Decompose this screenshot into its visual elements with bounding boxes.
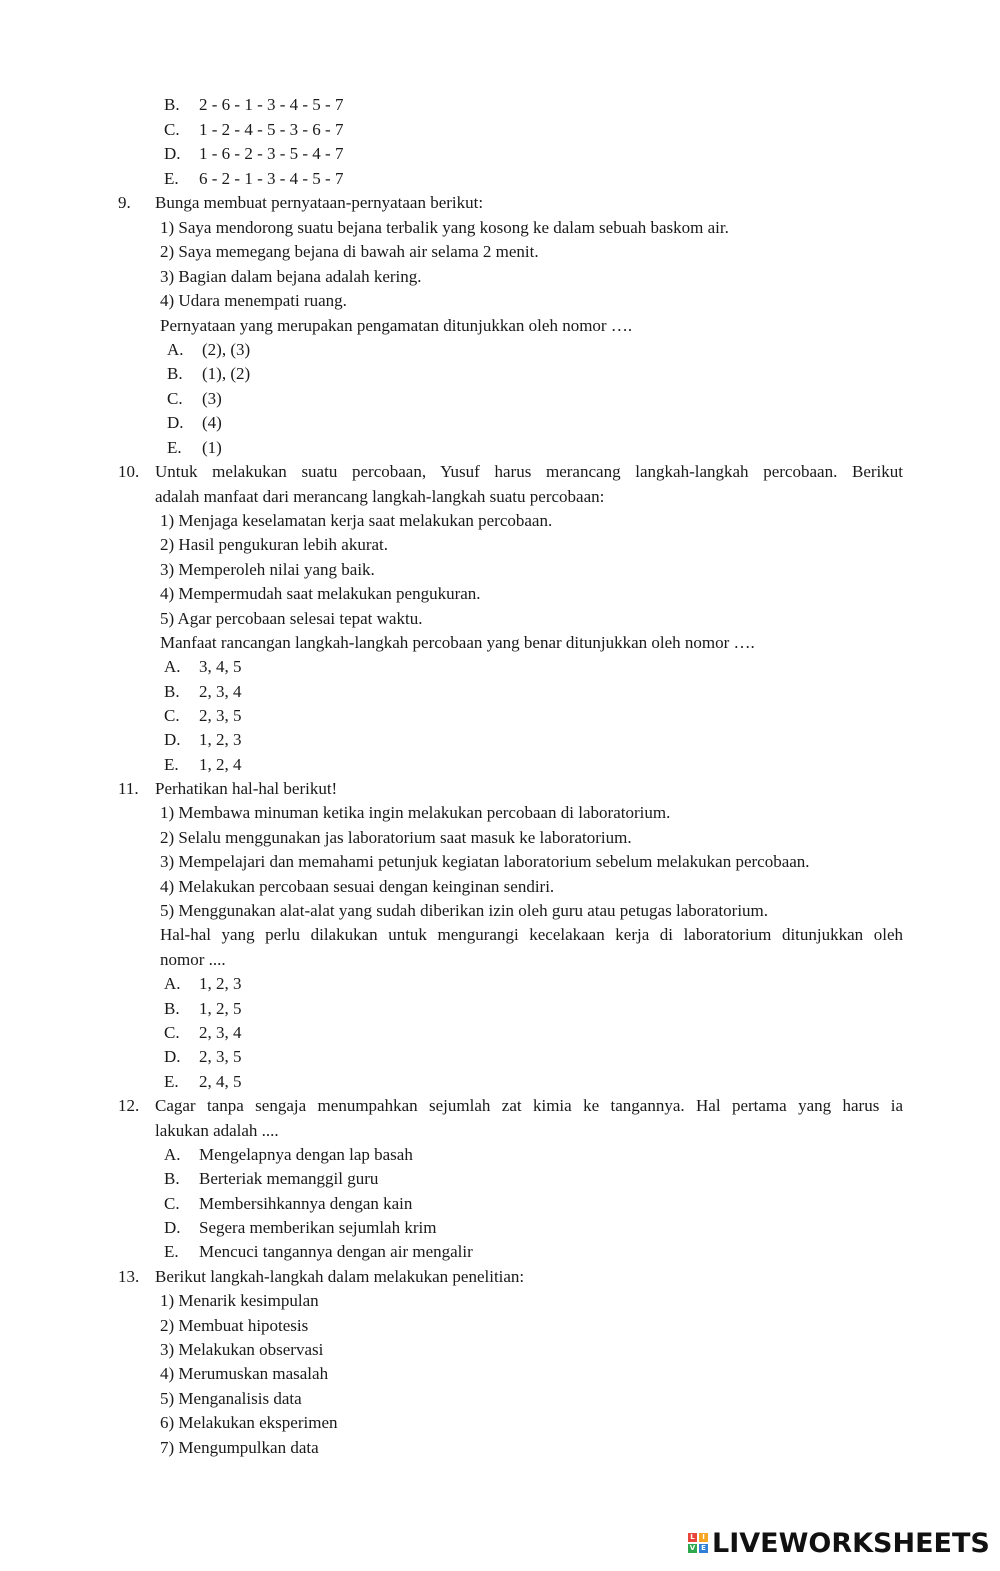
list-item: 6) Melakukan eksperimen [160,1413,338,1432]
option-text: 1, 2, 3 [199,730,242,749]
list-item: 3) Memperoleh nilai yang baik. [160,560,375,579]
option-row [164,169,343,189]
option-row[interactable] [164,1194,412,1214]
list-item: 1) Menarik kesimpulan [160,1291,319,1310]
option-label: C. [167,389,183,408]
option-text: Segera memberikan sejumlah krim [199,1218,437,1237]
list-item: 4) Udara menempati ruang. [160,291,347,310]
option-label: D. [164,1047,181,1066]
question-prompt-cont: nomor .... [160,950,226,969]
list-item: 4) Merumuskan masalah [160,1364,329,1383]
list-item: 2) Membuat hipotesis [160,1316,309,1335]
option-text: (3) [202,389,222,408]
question-intro: Perhatikan hal-hal berikut! [155,779,338,798]
option-label: A. [164,657,181,676]
option-text: 1, 2, 5 [199,999,242,1018]
option-label: B. [164,999,180,1018]
option-text: 6 - 2 - 1 - 3 - 4 - 5 - 7 [199,169,344,188]
question-intro: Cagar tanpa sengaja menumpahkan sejumlah zat kimia ke tangannya. Hal pertama yang harus ia [155,1096,903,1115]
option-label: A. [167,340,184,359]
list-item: 4) Mempermudah saat melakukan pengukuran. [160,584,481,603]
question-number: 10. [118,462,140,481]
option-text: 2, 3, 5 [199,1047,242,1066]
option-label: E. [164,169,179,188]
logo-cell: E [699,1544,708,1553]
list-item: 1) Menjaga keselamatan kerja saat melakukan percobaan. [160,511,553,530]
option-label: B. [164,1169,180,1188]
option-row[interactable] [167,438,222,458]
logo-cell: I [699,1533,708,1542]
option-label: D. [164,730,181,749]
option-row[interactable] [164,682,242,702]
option-text: 2, 3, 4 [199,682,242,701]
option-row [164,120,343,140]
option-row[interactable] [164,1047,242,1067]
option-text: (2), (3) [202,340,251,359]
question-prompt: Pernyataan yang merupakan pengamatan ditunjukkan oleh nomor …. [160,316,633,335]
question-intro: Untuk melakukan suatu percobaan, Yusuf harus merancang langkah-langkah percobaan. Berikut [155,462,903,481]
option-row[interactable] [164,706,242,726]
option-text: Membersihkannya dengan kain [199,1194,413,1213]
liveworksheets-logo [688,1527,990,1559]
list-item: 5) Menganalisis data [160,1389,302,1408]
list-item: 3) Melakukan observasi [160,1340,324,1359]
list-item: 3) Bagian dalam bejana adalah kering. [160,267,422,286]
list-item: 2) Saya memegang bejana di bawah air selama 2 menit. [160,242,539,261]
question-intro-cont: adalah manfaat dari merancang langkah-langkah suatu percobaan: [155,487,605,506]
list-item: 1) Saya mendorong suatu bejana terbalik yang kosong ke dalam sebuah baskom air. [160,218,729,237]
option-row[interactable] [164,1023,242,1043]
list-item: 3) Mempelajari dan memahami petunjuk kegiatan laboratorium sebelum melakukan percobaan. [160,852,810,871]
list-item: 4) Melakukan percobaan sesuai dengan keinginan sendiri. [160,877,555,896]
option-row[interactable] [164,1218,436,1238]
option-row[interactable] [164,730,242,750]
list-item: 2) Hasil pengukuran lebih akurat. [160,535,389,554]
question-intro: Bunga membuat pernyataan-pernyataan berikut: [155,193,484,212]
option-row[interactable] [167,340,250,360]
option-label: C. [164,1023,180,1042]
option-label: D. [164,144,181,163]
option-label: E. [164,1072,179,1091]
option-row[interactable] [164,999,242,1019]
option-text: (1), (2) [202,364,251,383]
option-text: Mengelapnya dengan lap basah [199,1145,413,1164]
option-label: D. [164,1218,181,1237]
question-prompt: Manfaat rancangan langkah-langkah percobaan yang benar ditunjukkan oleh nomor …. [160,633,755,652]
option-text: 2, 4, 5 [199,1072,242,1091]
option-text: Berteriak memanggil guru [199,1169,379,1188]
logo-icon [688,1533,708,1553]
question-intro: Berikut langkah-langkah dalam melakukan penelitian: [155,1267,525,1286]
list-item: 5) Menggunakan alat-alat yang sudah diberikan izin oleh guru atau petugas laboratorium. [160,901,769,920]
list-item: 7) Mengumpulkan data [160,1438,319,1457]
option-label: E. [164,1242,179,1261]
list-item: 5) Agar percobaan selesai tepat waktu. [160,609,423,628]
option-text: 3, 4, 5 [199,657,242,676]
logo-cell: L [688,1533,697,1542]
option-row[interactable] [164,1145,413,1165]
logo-cell: V [689,1544,696,1552]
option-text: 1, 2, 3 [199,974,242,993]
option-row[interactable] [164,974,242,994]
option-row[interactable] [164,1072,242,1092]
option-row[interactable] [164,657,242,677]
list-item: 1) Membawa minuman ketika ingin melakukan percobaan di laboratorium. [160,803,671,822]
option-label: A. [164,1145,181,1164]
option-label: E. [167,438,182,457]
option-text: 1, 2, 4 [199,755,242,774]
option-row[interactable] [164,1242,473,1262]
option-text: 2 - 6 - 1 - 3 - 4 - 5 - 7 [199,95,344,114]
option-label: B. [164,95,180,114]
question-prompt: Hal-hal yang perlu dilakukan untuk mengurangi kecelakaan kerja di laboratorium ditunjukkan oleh [160,925,903,944]
option-text: 2, 3, 4 [199,1023,242,1042]
option-text: (1) [202,438,222,457]
option-row [164,95,343,115]
question-number: 13. [118,1267,140,1286]
option-text: 2, 3, 5 [199,706,242,725]
option-text: 1 - 6 - 2 - 3 - 5 - 4 - 7 [199,144,344,163]
option-label: E. [164,755,179,774]
question-number: 9. [118,193,131,212]
logo-text: LIVEWORKSHEETS [712,1527,990,1559]
option-text: 1 - 2 - 4 - 5 - 3 - 6 - 7 [199,120,344,139]
option-label: C. [164,120,180,139]
option-label: B. [167,364,183,383]
question-intro-cont: lakukan adalah .... [155,1121,279,1140]
option-row [164,144,343,164]
option-row[interactable] [167,389,222,409]
question-number: 11. [118,779,139,798]
option-label: C. [164,706,180,725]
list-item: 2) Selalu menggunakan jas laboratorium saat masuk ke laboratorium. [160,828,632,847]
option-label: D. [167,413,184,432]
option-row[interactable] [164,1169,378,1189]
option-text: Mencuci tangannya dengan air mengalir [199,1242,473,1261]
question-number: 12. [118,1096,140,1115]
option-label: B. [164,682,180,701]
option-row[interactable] [164,755,242,775]
option-label: C. [164,1194,180,1213]
option-row[interactable] [167,413,222,433]
option-label: A. [164,974,181,993]
option-text: (4) [202,413,222,432]
option-row[interactable] [167,364,250,384]
